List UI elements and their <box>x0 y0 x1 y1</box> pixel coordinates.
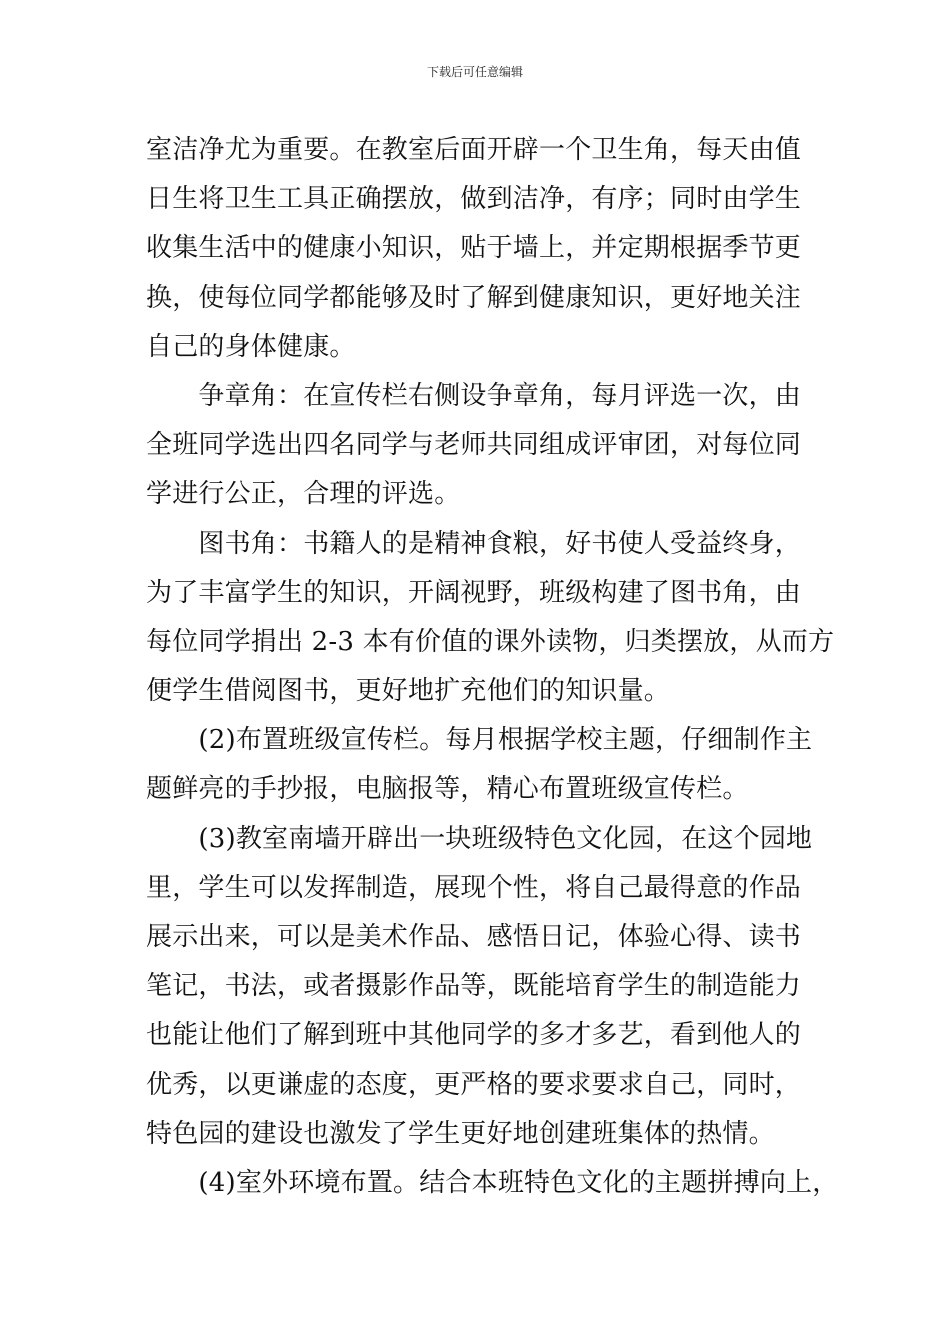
text-line: 争章角：在宣传栏右侧设争章角，每月评选一次，由 <box>146 380 802 411</box>
text-line: 学进行公正，合理的评选。 <box>146 479 461 510</box>
text-line: (4)室外环境布置。结合本班特色文化的主题拼搏向上， <box>146 1167 839 1198</box>
document-body <box>146 126 839 1208</box>
text-line: 也能让他们了解到班中其他同学的多才多艺，看到他人的 <box>146 1020 802 1051</box>
page-header: 下载后可任意编辑 <box>426 65 523 79</box>
text-line: 里，学生可以发挥制造，展现个性，将自己最得意的作品 <box>146 872 802 903</box>
text-line: 每位同学捐出 2-3 本有价值的课外读物，归类摆放，从而方 <box>146 626 835 657</box>
text-line: 日生将卫生工具正确摆放，做到洁净，有序；同时由学生 <box>146 184 802 215</box>
text-line: 特色园的建设也激发了学生更好地创建班集体的热情。 <box>146 1118 775 1149</box>
text-line: 笔记，书法，或者摄影作品等，既能培育学生的制造能力 <box>146 971 802 1002</box>
text-line: 自己的身体健康。 <box>146 331 356 362</box>
text-line: (3)教室南墙开辟出一块班级特色文化园，在这个园地 <box>146 823 813 854</box>
text-line: 题鲜亮的手抄报，电脑报等，精心布置班级宣传栏。 <box>146 774 749 805</box>
text-line: 便学生借阅图书，更好地扩充他们的知识量。 <box>146 676 671 707</box>
text-line: 全班同学选出四名同学与老师共同组成评审团，对每位同 <box>146 430 802 461</box>
text-line: (2)布置班级宣传栏。每月根据学校主题，仔细制作主 <box>146 725 813 756</box>
text-line: 室洁净尤为重要。在教室后面开辟一个卫生角，每天由值 <box>146 135 802 165</box>
text-line: 为了丰富学生的知识，开阔视野，班级构建了图书角，由 <box>146 577 802 608</box>
text-line: 展示出来，可以是美术作品、感悟日记，体验心得、读书 <box>146 922 802 952</box>
text-line: 换，使每位同学都能够及时了解到健康知识，更好地关注 <box>146 282 802 313</box>
text-line: 图书角：书籍人的是精神食粮，好书使人受益终身， <box>146 528 802 559</box>
text-line: 收集生活中的健康小知识，贴于墙上，并定期根据季节更 <box>146 233 802 264</box>
text-line: 优秀，以更谦虚的态度，更严格的要求要求自己，同时， <box>146 1069 802 1100</box>
